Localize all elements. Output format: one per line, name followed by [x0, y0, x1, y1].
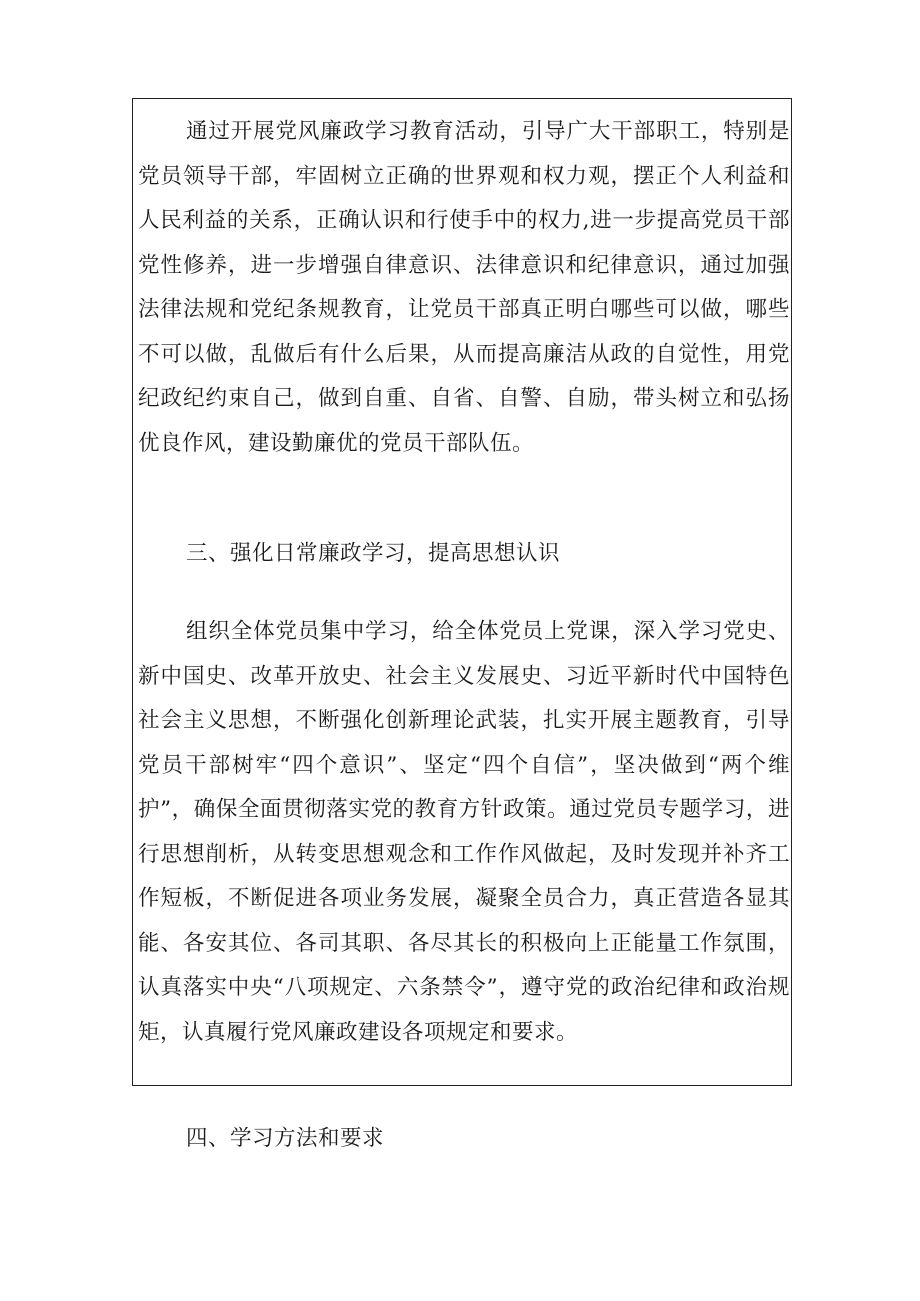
- section-heading-4: 四、学习方法和要求: [186, 1126, 385, 1151]
- paragraph-daily-study: 组织全体党员集中学习，给全体党员上党课，深入学习党史、新中国史、改革开放史、社会主义发展史、习近平新时代中国特色社会主义思想，不断强化创新理论武装，扎实开展主题教育，引导党员干部树牢“四个意识”、坚定“四个自信”，坚决做到“两个维护”，确保全面贯彻落实党的教育方针政策。通过党员专题学习，进行思想削析，从转变思想观念和工作作风做起，及时发现并补齐工作短板，不断促进各项业务发展，凝聚全员合力，真正营造各显其能、各安其位、各司其职、各尽其长的积极向上正能量工作氛围，认真落实中央“八项规定、六条禁令”，遵守党的政治纪律和政治规矩，认真履行党风廉政建设各项规定和要求。: [138, 619, 790, 1045]
- paragraph-study-goals: 通过开展党风廉政学习教育活动，引导广大干部职工，特别是党员领导干部，牢固树立正确的世界观和权力观，摆正个人利益和人民利益的关系，正确认识和行使手中的权力,进一步提高党员干部党性修养，进一步增强自律意识、法律意识和纪律意识，通过加强法律法规和党纪条规教育，让党员干部真正明白哪些可以做，哪些不可以做，乱做后有什么后果，从而提高廉洁从政的自觉性，用党纪政纪约束自己，做到自重、自省、自警、自励，带头树立和弘扬优良作风，建设勤廉优的党员干部队伍。: [138, 119, 790, 456]
- section-heading-3: 三、强化日常廉政学习，提高思想认识: [186, 541, 561, 566]
